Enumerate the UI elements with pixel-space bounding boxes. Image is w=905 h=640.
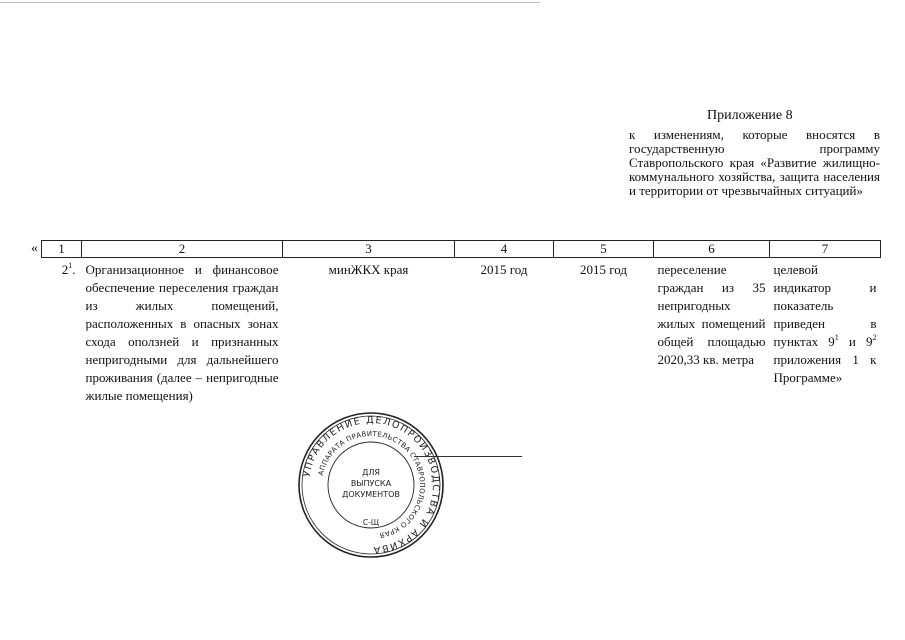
stamp-inner-text: АППАРАТА ПРАВИТЕЛЬСТВА СТАВРОПОЛЬСКОГО КРАЯ [316,429,427,540]
column-header: 2 [82,241,283,258]
column-header: 6 [654,241,770,258]
column-header: 7 [770,241,881,258]
top-edge-line [0,2,540,3]
indicator-text: целевой индикатор и показатель приведен в пунктах 9 [773,262,877,349]
official-stamp [296,410,446,560]
column-header: 1 [42,241,82,258]
start-date-cell: 2015 год [480,262,528,277]
table-header-row [42,241,881,258]
column-header: 5 [554,241,654,258]
stamp-center-line: ДОКУМЕНТОВ [342,490,400,499]
indicator-text: приложения 1 к Программе» [773,352,877,385]
row-number-suffix: . [72,262,76,277]
stamp-center-line: ВЫПУСКА [350,479,392,488]
executor-cell: минЖКХ края [328,262,409,277]
row-number: 2 [61,262,69,277]
row-number-cell [42,258,82,406]
row-number-superscript: 1 [68,261,73,270]
indicator-superscript: 2 [872,333,877,342]
appendix-note: к изменениям, которые вносятся в государственную программу Ставропольского края «Развитие жилищно-коммунального хозяйства, защита населения и территории от чрезвычайных ситуаций» [629,127,880,198]
indicator-cell [770,258,881,406]
result-cell: переселение граждан из 35 непригодных жилых помещений общей площадью 2020,33 кв. метра [657,262,766,367]
column-header: 3 [283,241,455,258]
stamp-center-line: ДЛЯ [362,468,380,477]
table-row [42,258,881,406]
column-header: 4 [455,241,554,258]
stamp-code: С-Щ [362,518,380,527]
indicator-superscript: 1 [834,333,839,342]
appendix-title: Приложение 8 [707,108,793,123]
description-cell: Организационное и финансовое обеспечение переселения граждан из жилых помещений, расположенных в опасных зонах схода оползней и признанных непригодными для дальнейшего проживания (далее – непригодные жилые помещения) [85,262,279,403]
program-table [41,240,881,405]
end-date-cell: 2015 год [580,262,627,277]
open-quote: « [31,241,38,256]
indicator-text: и 9 [838,334,873,349]
stamp-outer-text: УПРАВЛЕНИЕ ДЕЛОПРОИЗВОДСТВА И АРХИВА [301,414,442,556]
